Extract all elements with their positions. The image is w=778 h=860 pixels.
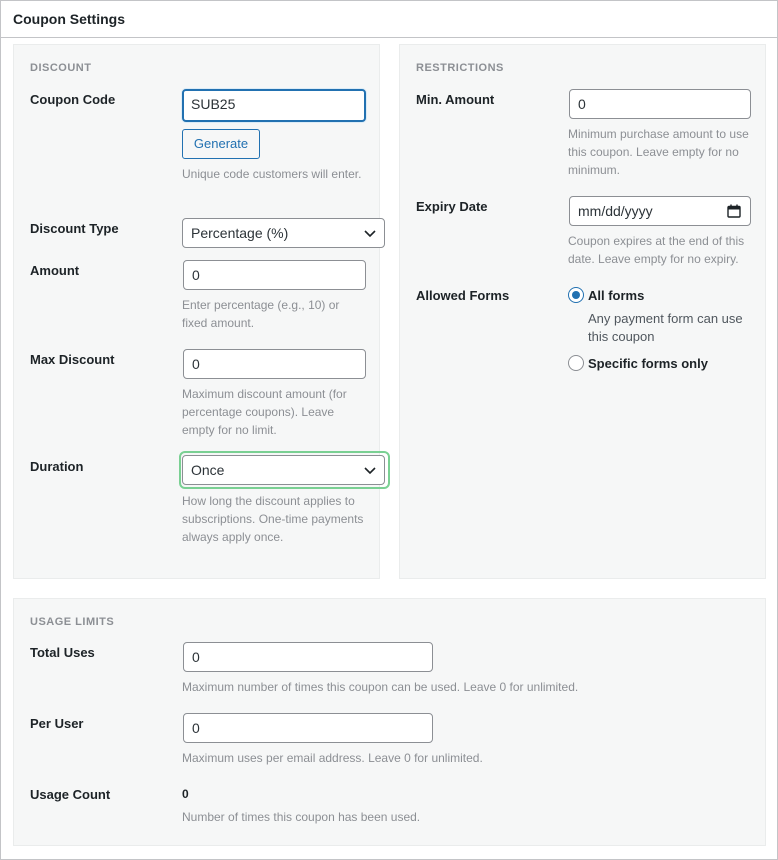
discount-section — [13, 44, 380, 579]
discount-type-value: Percentage (%) — [191, 225, 289, 241]
all-forms-label[interactable]: All forms — [588, 288, 645, 303]
expiry-date-input[interactable] — [569, 196, 751, 226]
all-forms-help: Any payment form can use this coupon — [588, 311, 743, 344]
min-amount-label: Min. Amount — [416, 92, 495, 107]
usage-count-value: 0 — [182, 787, 189, 801]
total-uses-help: Maximum number of times this coupon can be used. Leave 0 for unlimited. — [182, 680, 579, 694]
coupon-code-label: Coupon Code — [30, 92, 116, 107]
min-amount-input[interactable]: 0 — [569, 89, 751, 119]
expiry-date-placeholder: mm/dd/yyyy — [578, 203, 653, 219]
discount-section-title: DISCOUNT — [30, 62, 92, 74]
max-discount-label: Max Discount — [30, 352, 115, 367]
panel-title: Coupon Settings — [13, 11, 125, 27]
coupon-code-input[interactable]: SUB25 — [182, 89, 366, 122]
specific-forms-radio[interactable] — [568, 355, 584, 371]
expiry-date-label: Expiry Date — [416, 199, 488, 214]
chevron-down-icon — [364, 465, 376, 475]
usage-count-help: Number of times this coupon has been used. — [182, 810, 421, 824]
per-user-label: Per User — [30, 716, 84, 731]
panel-header — [1, 1, 777, 38]
usage-limits-section — [13, 598, 766, 846]
duration-label: Duration — [30, 459, 84, 474]
calendar-icon[interactable] — [727, 204, 741, 218]
allowed-forms-label: Allowed Forms — [416, 288, 510, 303]
chevron-down-icon — [364, 228, 376, 238]
generate-button[interactable]: Generate — [182, 129, 260, 159]
amount-label: Amount — [30, 263, 80, 278]
coupon-code-help: Unique code customers will enter. — [182, 167, 362, 181]
restrictions-section-title: RESTRICTIONS — [416, 62, 504, 74]
max-discount-help: Maximum discount amount (for percentage coupons). Leave empty for no limit. — [182, 387, 347, 437]
discount-type-select[interactable] — [182, 218, 385, 248]
max-discount-input[interactable]: 0 — [183, 349, 366, 379]
amount-input[interactable]: 0 — [183, 260, 366, 290]
amount-help: Enter percentage (e.g., 10) or fixed amount. — [182, 298, 340, 330]
duration-select[interactable] — [182, 455, 385, 485]
specific-forms-label[interactable]: Specific forms only — [588, 356, 708, 371]
duration-value: Once — [191, 462, 225, 478]
per-user-help: Maximum uses per email address. Leave 0 for unlimited. — [182, 751, 483, 765]
total-uses-input[interactable]: 0 — [183, 642, 433, 672]
per-user-input[interactable]: 0 — [183, 713, 433, 743]
duration-help: How long the discount applies to subscriptions. One-time payments always apply once. — [182, 494, 364, 544]
expiry-date-help: Coupon expires at the end of this date. Leave empty for no expiry. — [568, 234, 745, 266]
all-forms-radio[interactable] — [568, 287, 584, 303]
discount-type-label: Discount Type — [30, 221, 119, 236]
total-uses-label: Total Uses — [30, 645, 95, 660]
restrictions-section — [399, 44, 766, 579]
usage-limits-section-title: USAGE LIMITS — [30, 616, 115, 628]
usage-count-label: Usage Count — [30, 787, 111, 802]
min-amount-help: Minimum purchase amount to use this coupon. Leave empty for no minimum. — [568, 127, 749, 177]
